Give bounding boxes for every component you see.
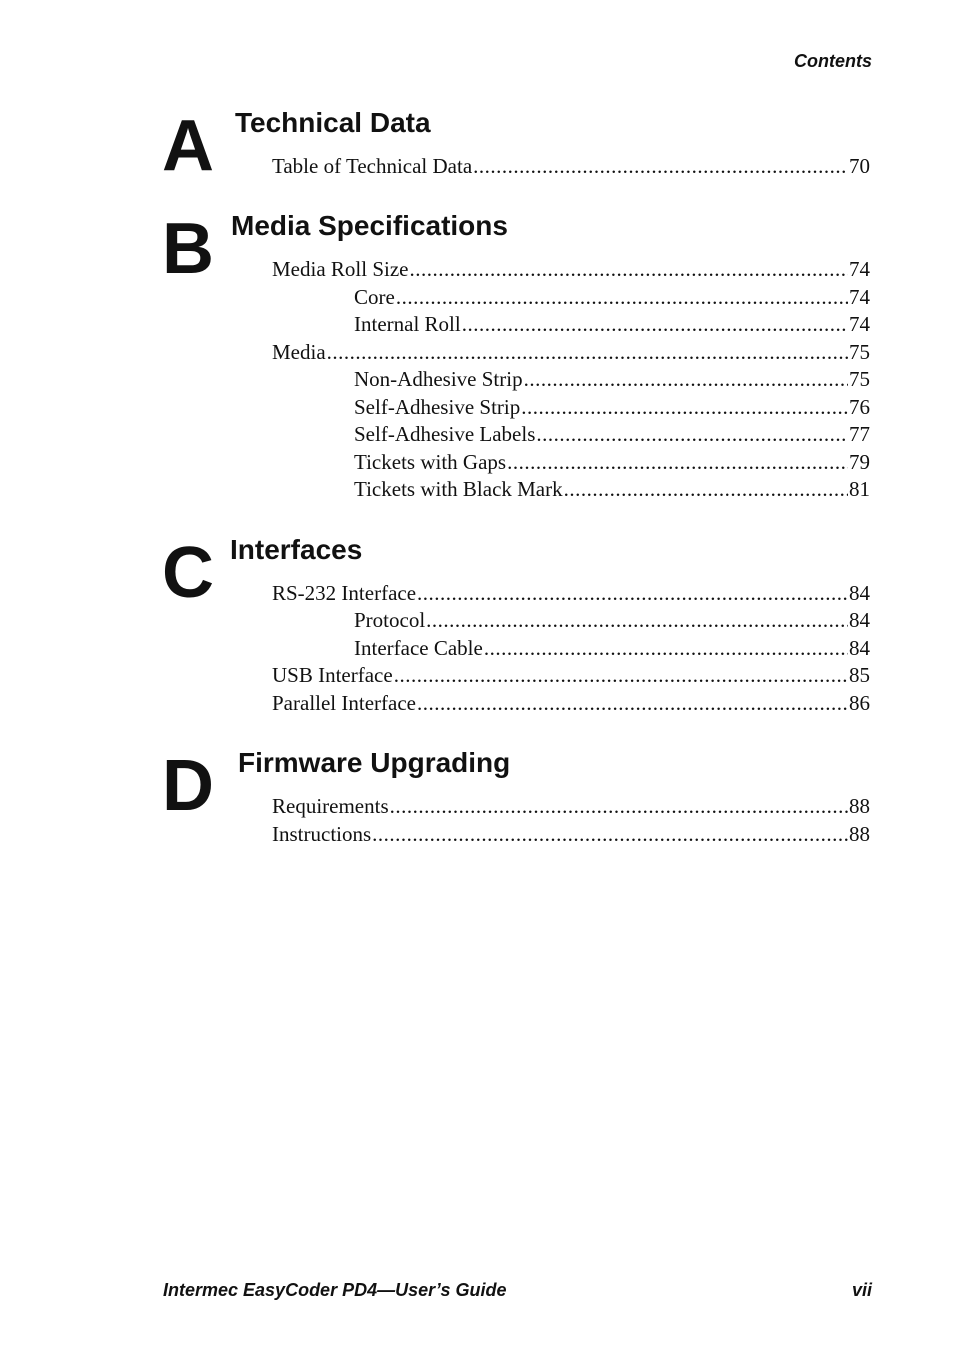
toc-entry-page: 88	[849, 822, 870, 846]
page-footer	[163, 1280, 872, 1301]
toc-entry[interactable]	[354, 394, 870, 420]
toc-entry[interactable]	[272, 339, 870, 365]
dot-leader	[390, 793, 848, 819]
toc-entry[interactable]	[354, 476, 870, 502]
toc-entry-page: 88	[849, 794, 870, 818]
dot-leader	[417, 580, 848, 606]
toc-entry[interactable]	[272, 662, 870, 688]
appendix-letter: C	[162, 533, 212, 613]
toc-entry-page: 76	[849, 395, 870, 419]
toc-entry-label: Core	[354, 285, 395, 309]
toc-entry[interactable]	[272, 793, 870, 819]
toc-entry-page: 74	[849, 285, 870, 309]
dot-leader	[507, 449, 848, 475]
toc-entry-label: Interface Cable	[354, 636, 483, 660]
appendix-title: Media Specifications	[231, 210, 508, 241]
toc-entry[interactable]	[354, 607, 870, 633]
toc-entry[interactable]	[272, 821, 870, 847]
appendix-title: Technical Data	[235, 107, 431, 138]
footer-page-number: vii	[851, 1280, 872, 1300]
appendix-title: Interfaces	[230, 534, 363, 565]
dot-leader	[564, 476, 848, 502]
dot-leader	[396, 284, 848, 310]
toc-entry-label: Self-Adhesive Strip	[354, 395, 521, 419]
toc-entry[interactable]	[272, 153, 870, 179]
toc-entry-label: Self-Adhesive Labels	[354, 422, 536, 446]
dot-leader	[426, 607, 848, 633]
toc-entry-label: Table of Technical Data	[272, 154, 473, 178]
dot-leader	[409, 256, 848, 282]
toc-entry-label: Tickets with Black Mark	[354, 477, 563, 501]
toc-entry[interactable]	[272, 256, 870, 282]
toc-entry-page: 86	[849, 691, 870, 715]
toc-entry-label: Requirements	[272, 794, 389, 818]
toc-entry-label: RS-232 Interface	[272, 581, 417, 605]
dot-leader	[524, 366, 848, 392]
dot-leader	[394, 662, 848, 688]
toc-entry-page: 70	[849, 154, 870, 178]
toc-entry-label: Media	[272, 340, 326, 364]
toc-entry-page: 85	[849, 663, 870, 687]
toc-entry-label: USB Interface	[272, 663, 393, 687]
toc-entry-label: Tickets with Gaps	[354, 450, 507, 474]
appendix-title: Firmware Upgrading	[238, 747, 511, 778]
toc-entry[interactable]	[272, 580, 870, 606]
toc-entry[interactable]	[354, 311, 870, 337]
toc-entry-page: 74	[849, 257, 870, 281]
toc-entry-page: 79	[849, 450, 870, 474]
toc-entry-page: 81	[849, 477, 870, 501]
dot-leader	[327, 339, 848, 365]
toc-entry-label: Instructions	[272, 822, 372, 846]
appendix-letter: A	[162, 106, 212, 186]
toc-entry-label: Non-Adhesive Strip	[354, 367, 523, 391]
appendix-letter: B	[162, 209, 212, 289]
toc-entry-label: Internal Roll	[354, 312, 461, 336]
appendix-letter: D	[162, 746, 212, 826]
toc-entry-page: 74	[849, 312, 870, 336]
dot-leader	[521, 394, 848, 420]
dot-leader	[484, 635, 848, 661]
toc-entry-label: Media Roll Size	[272, 257, 409, 281]
dot-leader	[536, 421, 848, 447]
toc-entry-page: 75	[849, 367, 870, 391]
footer-guide-title: Intermec EasyCoder PD4—User’s Guide	[163, 1280, 507, 1300]
running-head: Contents	[794, 51, 872, 71]
dot-leader	[473, 153, 848, 179]
dot-leader	[462, 311, 848, 337]
toc-entry-page: 84	[849, 636, 870, 660]
dot-leader	[372, 821, 848, 847]
dot-leader	[417, 690, 848, 716]
toc-entry-label: Protocol	[354, 608, 426, 632]
toc-entry[interactable]	[354, 635, 870, 661]
toc-entry[interactable]	[272, 690, 870, 716]
toc-entry-label: Parallel Interface	[272, 691, 416, 715]
toc-entry-page: 77	[849, 422, 870, 446]
toc-entry-page: 75	[849, 340, 870, 364]
toc-entry-page: 84	[849, 608, 870, 632]
toc-entry[interactable]	[354, 449, 870, 475]
toc-entry[interactable]	[354, 366, 870, 392]
toc-entry[interactable]	[354, 284, 870, 310]
toc-entry[interactable]	[354, 421, 870, 447]
toc-entry-page: 84	[849, 581, 870, 605]
